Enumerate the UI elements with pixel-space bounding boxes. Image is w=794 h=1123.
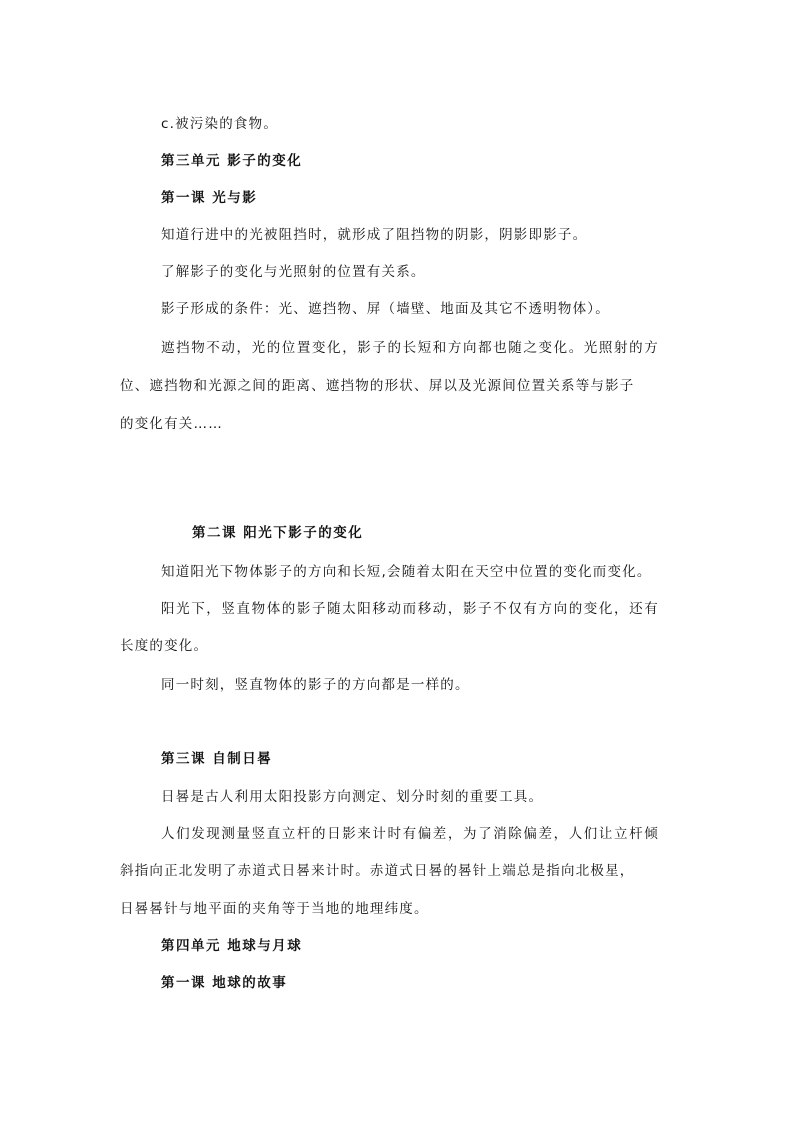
paragraph-line: 同一时刻，竖直物体的影子的方向都是一样的。 — [161, 677, 470, 693]
text-line-food: c.被污染的食物。 — [161, 116, 279, 132]
unit-three-heading: 第三单元 影子的变化 — [161, 153, 303, 169]
unit-four-heading: 第四单元 地球与月球 — [161, 938, 303, 954]
lesson-three-heading: 第三课 自制日晷 — [161, 751, 273, 767]
lesson-earth-heading: 第一课 地球的故事 — [161, 975, 288, 991]
paragraph-line: 知道阳光下物体影子的方向和长短,会随着太阳在天空中位置的变化而变化。 — [161, 564, 652, 580]
paragraph-line: 日晷是古人利用太阳投影方向测定、划分时刻的重要工具。 — [161, 789, 544, 805]
paragraph-line: 长度的变化。 — [120, 638, 209, 654]
paragraph-line: 位、遮挡物和光源之间的距离、遮挡物的形状、屏以及光源间位置关系等与影子 — [120, 378, 635, 394]
paragraph-line: 影子形成的条件：光、遮挡物、屏（墙壁、地面及其它不透明物体）。 — [161, 301, 610, 317]
paragraph-line: 的变化有关…… — [120, 416, 223, 432]
paragraph-line: 遮挡物不动，光的位置变化，影子的长短和方向都也随之变化。光照射的方 — [161, 340, 660, 356]
lesson-one-heading: 第一课 光与影 — [161, 190, 258, 206]
paragraph-line: 知道行进中的光被阻挡时，就形成了阻挡物的阴影，阴影即影子。 — [161, 227, 588, 243]
paragraph-line: 了解影子的变化与光照射的位置有关系。 — [161, 264, 426, 280]
paragraph-line: 人们发现测量竖直立杆的日影来计时有偏差，为了消除偏差，人们让立杆倾 — [161, 826, 660, 842]
paragraph-line: 日晷晷针与地平面的夹角等于当地的地理纬度。 — [120, 901, 429, 917]
paragraph-line: 阳光下，竖直物体的影子随太阳移动而移动，影子不仅有方向的变化，还有 — [161, 601, 660, 617]
paragraph-line: 斜指向正北发明了赤道式日晷来计时。赤道式日晷的晷针上端总是指向北极星， — [120, 863, 635, 879]
lesson-two-heading: 第二课 阳光下影子的变化 — [192, 525, 364, 541]
